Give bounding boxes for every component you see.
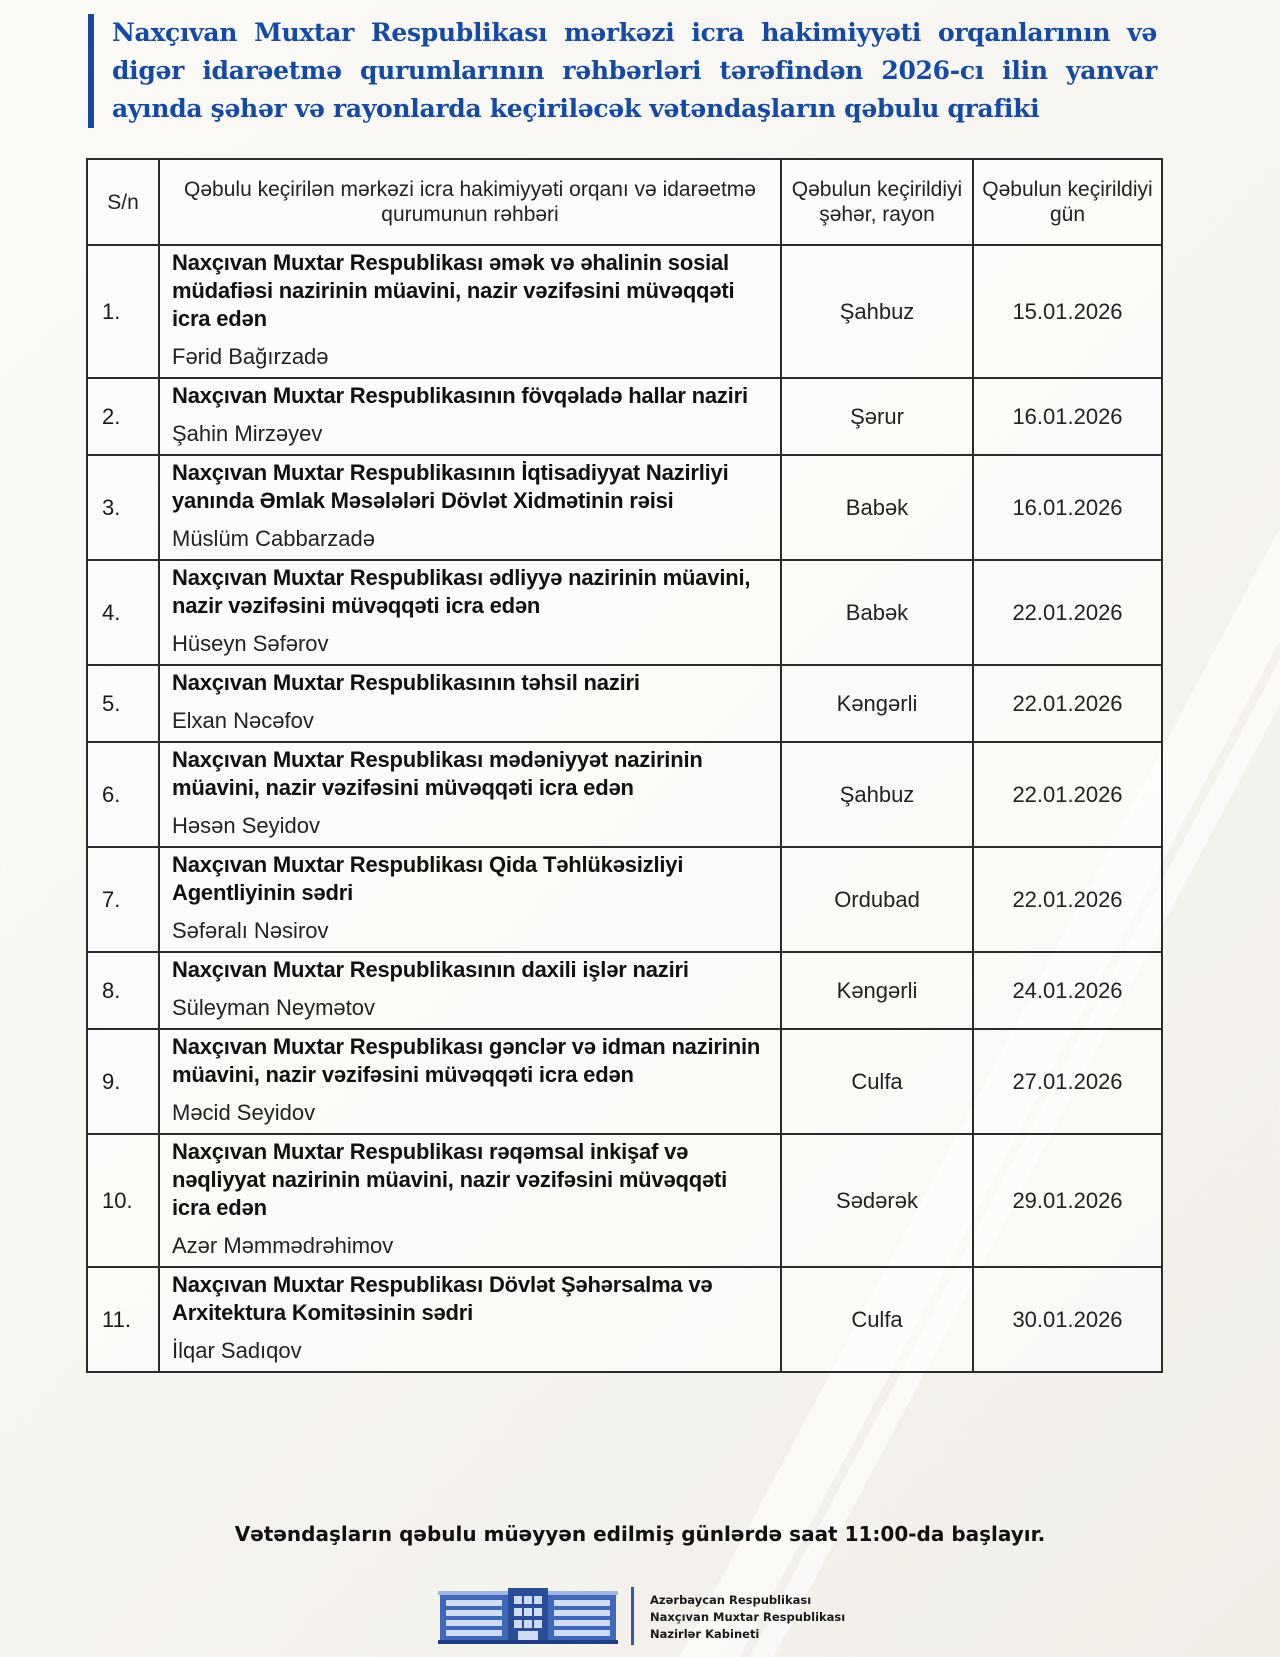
organization-cell	[159, 952, 781, 1029]
organization-title: Naxçıvan Muxtar Respublikası əmək və əhalinin sosial müdafiəsi nazirinin müavini, nazir vəzifəsini müvəqqəti icra edən	[172, 250, 735, 331]
official-name: Süleyman Neymətov	[172, 995, 375, 1020]
organization-title: Naxçıvan Muxtar Respublikası ədliyyə nazirinin müavini, nazir vəzifəsini müvəqqəti icra edən	[172, 565, 751, 618]
date-cell: 22.01.2026	[973, 560, 1162, 665]
date-cell: 16.01.2026	[973, 455, 1162, 560]
organization-title: Naxçıvan Muxtar Respublikasının daxili işlər naziri	[172, 957, 689, 982]
header-date: Qəbulun keçirildiyi gün	[973, 159, 1162, 245]
table-header-row	[87, 159, 1162, 245]
row-number: 2.	[87, 378, 159, 455]
table-row	[87, 245, 1162, 378]
city-cell: Babək	[781, 560, 973, 665]
official-name: Səfəralı Nəsirov	[172, 918, 329, 943]
organization-cell	[159, 455, 781, 560]
row-number: 9.	[87, 1029, 159, 1134]
organization-title: Naxçıvan Muxtar Respublikasının İqtisadiyyat Nazirliyi yanında Əmlak Məsələləri Dövlət Xidmətinin rəisi	[172, 460, 729, 513]
city-cell: Şərur	[781, 378, 973, 455]
org-line-country: Azərbaycan Respublikası	[650, 1593, 812, 1607]
organization-title: Naxçıvan Muxtar Respublikası rəqəmsal inkişaf və nəqliyyat nazirinin müavini, nazir vəzifəsini müvəqqəti icra edən	[172, 1139, 728, 1220]
date-cell: 29.01.2026	[973, 1134, 1162, 1267]
row-number: 4.	[87, 560, 159, 665]
organization-cell	[159, 1267, 781, 1372]
table-row	[87, 847, 1162, 952]
official-name: Həsən Seyidov	[172, 813, 320, 838]
table-row	[87, 665, 1162, 742]
official-name: Fərid Bağırzadə	[172, 344, 329, 369]
table-row	[87, 455, 1162, 560]
table-row	[87, 378, 1162, 455]
date-cell: 16.01.2026	[973, 378, 1162, 455]
city-cell: Kəngərli	[781, 952, 973, 1029]
table-row	[87, 1267, 1162, 1372]
organization-cell	[159, 560, 781, 665]
organization-cell	[159, 742, 781, 847]
official-name: Azər Məmmədrəhimov	[172, 1233, 394, 1258]
organization-title: Naxçıvan Muxtar Respublikası Qida Təhlükəsizliyi Agentliyinin sədri	[172, 852, 684, 905]
page-title: Naxçıvan Muxtar Respublikası mərkəzi icra hakimiyyəti orqanlarının və digər idarəetmə qurumlarının rəhbərləri tərəfindən 2026-cı ilin yanvar ayında şəhər və rayonlarda keçiriləcək vətəndaşların qəbulu qrafiki	[112, 18, 1157, 123]
city-cell: Şahbuz	[781, 245, 973, 378]
date-cell: 30.01.2026	[973, 1267, 1162, 1372]
city-cell: Sədərək	[781, 1134, 973, 1267]
official-name: Məcid Seyidov	[172, 1100, 316, 1125]
government-building-icon	[438, 1588, 618, 1646]
official-name: Müslüm Cabbarzadə	[172, 526, 375, 551]
organization-cell	[159, 1134, 781, 1267]
row-number: 11.	[87, 1267, 159, 1372]
city-cell: Culfa	[781, 1267, 973, 1372]
logo-divider	[631, 1587, 634, 1645]
organization-title: Naxçıvan Muxtar Respublikası gənclər və idman nazirinin müavini, nazir vəzifəsini müvəqqəti icra edən	[172, 1034, 761, 1087]
header-city: Qəbulun keçirildiyi şəhər, rayon	[781, 159, 973, 245]
table-row	[87, 1029, 1162, 1134]
organization-title: Naxçıvan Muxtar Respublikası Dövlət Şəhərsalma və Arxitektura Komitəsinin sədri	[172, 1272, 713, 1325]
row-number: 6.	[87, 742, 159, 847]
date-cell: 22.01.2026	[973, 847, 1162, 952]
date-cell: 27.01.2026	[973, 1029, 1162, 1134]
city-cell: Culfa	[781, 1029, 973, 1134]
row-number: 5.	[87, 665, 159, 742]
table-row	[87, 742, 1162, 847]
city-cell: Ordubad	[781, 847, 973, 952]
city-cell: Babək	[781, 455, 973, 560]
row-number: 3.	[87, 455, 159, 560]
organization-cell	[159, 1029, 781, 1134]
table-row	[87, 952, 1162, 1029]
date-cell: 22.01.2026	[973, 742, 1162, 847]
date-cell: 22.01.2026	[973, 665, 1162, 742]
organization-name	[650, 1592, 910, 1643]
title-block	[88, 14, 1157, 128]
organization-title: Naxçıvan Muxtar Respublikası mədəniyyət nazirinin müavini, nazir vəzifəsini müvəqqəti icra edən	[172, 747, 703, 800]
row-number: 7.	[87, 847, 159, 952]
date-cell: 15.01.2026	[973, 245, 1162, 378]
reception-time-note: Vətəndaşların qəbulu müəyyən edilmiş günlərdə saat 11:00-da başlayır.	[234, 1522, 1046, 1546]
header-sn: S/n	[87, 159, 159, 245]
row-number: 8.	[87, 952, 159, 1029]
organization-title: Naxçıvan Muxtar Respublikasının fövqəladə hallar naziri	[172, 383, 748, 408]
org-line-cabinet: Nazirlər Kabineti	[650, 1627, 760, 1641]
org-line-region: Naxçıvan Muxtar Respublikası	[650, 1610, 846, 1624]
official-name: Şahin Mirzəyev	[172, 421, 323, 446]
table-row	[87, 1134, 1162, 1267]
official-name: İlqar Sadıqov	[172, 1338, 302, 1363]
organization-cell	[159, 665, 781, 742]
table-row	[87, 560, 1162, 665]
row-number: 1.	[87, 245, 159, 378]
city-cell: Şahbuz	[781, 742, 973, 847]
organization-cell	[159, 378, 781, 455]
official-name: Hüseyn Səfərov	[172, 631, 329, 656]
official-name: Elxan Nəcəfov	[172, 708, 314, 733]
city-cell: Kəngərli	[781, 665, 973, 742]
organization-cell	[159, 245, 781, 378]
header-organization: Qəbulu keçirilən mərkəzi icra hakimiyyəti orqanı və idarəetmə qurumunun rəhbəri	[159, 159, 781, 245]
schedule-table	[86, 158, 1163, 1373]
date-cell: 24.01.2026	[973, 952, 1162, 1029]
organization-title: Naxçıvan Muxtar Respublikasının təhsil naziri	[172, 670, 640, 695]
row-number: 10.	[87, 1134, 159, 1267]
organization-cell	[159, 847, 781, 952]
